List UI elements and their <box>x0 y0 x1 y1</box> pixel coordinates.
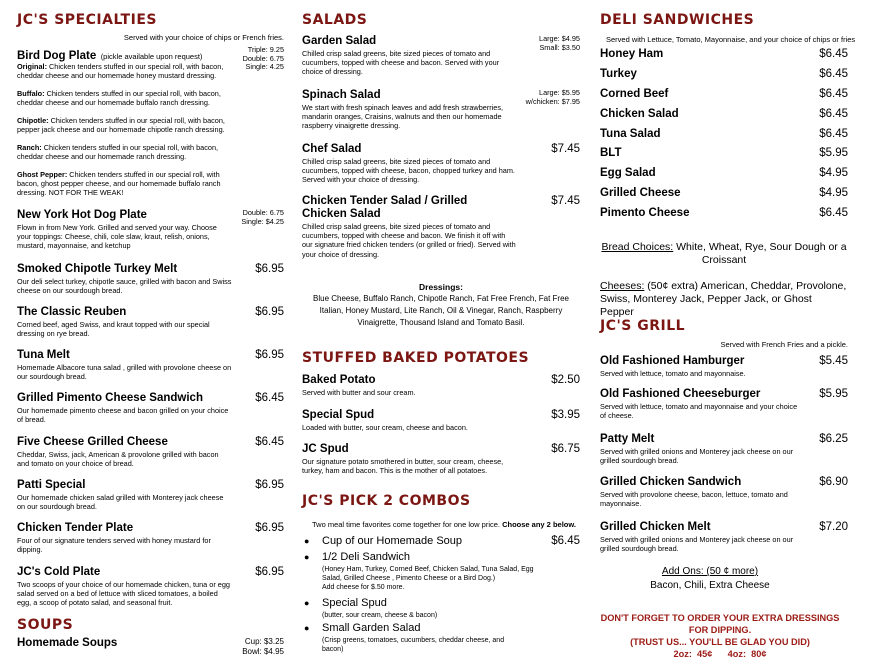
item-price: $7.45 <box>551 143 580 155</box>
grill-item: Old Fashioned Hamburger Served with lettuce, tomato and mayonnaise. $5.45 <box>600 355 848 378</box>
menu-item-salad <box>302 89 580 131</box>
bird-dog-variant: Chipotle: Chicken tenders stuffed in our special roll, with bacon, pepper jack cheese and our homemade chipotle ranch dressing. <box>17 116 225 135</box>
combo-name: Small Garden Salad <box>322 622 421 634</box>
menu-item-salad <box>302 35 580 77</box>
item-desc: Flown in from New York. Grilled and served your way. Choose your toppings: Cheese, chili, cole slaw, kraut, relish, onions, mustard, mayonnaise, and ketchup <box>17 223 217 251</box>
item-desc: Corned beef, aged Swiss, and kraut topped with our special dressing on rye bread. <box>17 320 210 339</box>
item-desc: Chilled crisp salad greens, bite sized pieces of tomato and cucumbers, topped with cheese, bacon, chopped turkey and ham. Served with your choice of dressing. <box>302 157 515 185</box>
item-name: JC's Cold Plate <box>17 566 101 578</box>
specialties-heading: JC'S SPECIALTIES <box>17 12 157 28</box>
item-name: Special Spud <box>302 409 375 421</box>
combo-option <box>322 597 552 620</box>
grill-note: Served with French Fries and a pickle. <box>720 340 848 349</box>
combo-name: 1/2 Deli Sandwich <box>322 551 411 563</box>
item-desc: Four of our signature tenders served with honey mustard for dipping. <box>17 536 211 555</box>
item-sizes: Large: $4.95 Small: $3.50 <box>539 34 580 52</box>
menu-item-soups <box>17 637 284 656</box>
item-name: Smoked Chipotle Turkey Melt <box>17 263 178 275</box>
item-name: Baked Potato <box>302 374 376 386</box>
menu-item <box>17 522 284 554</box>
menu-item <box>17 349 284 381</box>
menu-item-hot-dog <box>17 209 284 251</box>
grill-heading: JC'S GRILL <box>600 318 686 334</box>
bullet-icon: ● <box>304 598 310 608</box>
pickle-note: (pickle available upon request) <box>100 52 203 61</box>
item-name: Homemade Soups <box>17 637 118 649</box>
bird-dog-variant: Buffalo: Chicken tenders stuffed in our special roll, with bacon, cheddar cheese and our homemade buffalo ranch dressing. <box>17 89 221 108</box>
item-price: $2.50 <box>551 374 580 386</box>
menu-item <box>17 263 284 295</box>
combo-name: Special Spud <box>322 597 387 609</box>
item-name: New York Hot Dog Plate <box>17 209 147 221</box>
item-name: Chef Salad <box>302 143 362 155</box>
item-price: $6.95 <box>255 522 284 534</box>
deli-item: Pimento Cheese $6.45 <box>600 207 848 219</box>
item-name: Grilled Pimento Cheese Sandwich <box>17 392 203 404</box>
item-desc: Cheddar, Swiss, jack, American & provolone grilled with bacon and tomato on your choice of bread. <box>17 450 219 469</box>
bread-choices: Bread Choices: White, Wheat, Rye, Sour Dough or a Croissant <box>601 241 847 266</box>
item-desc: Our signature potato smothered in butter, sour cream, cheese, turkey, ham and bacon. This is the mother of all potatoes. <box>302 457 504 476</box>
salads-heading: SALADS <box>302 12 368 28</box>
item-price: $6.95 <box>255 349 284 361</box>
bird-dog-variant: Ranch: Chicken tenders stuffed in our special roll, with bacon, cheddar cheese and our homemade ranch dressing. <box>17 143 219 162</box>
item-sizes: Double: 6.75 Single: $4.25 <box>241 208 284 226</box>
item-price: $6.95 <box>255 306 284 318</box>
deli-item: Grilled Cheese $4.95 <box>600 187 848 199</box>
menu-item <box>17 479 284 511</box>
item-price: $6.95 <box>255 479 284 491</box>
item-name: Bird Dog Plate <box>17 50 97 62</box>
deli-item: Honey Ham $6.45 <box>600 48 848 60</box>
menu-item-potato <box>302 374 580 397</box>
item-name: Patti Special <box>17 479 86 491</box>
grill-item: Grilled Chicken Sandwich Served with provolone cheese, bacon, lettuce, tomato and mayonnaise. $6.90 <box>600 476 848 509</box>
combo-name: Cup of our Homemade Soup <box>322 535 463 547</box>
menu-item <box>17 436 284 468</box>
item-desc: Our deli select turkey, chipotle sauce, grilled with bacon and Swiss cheese on our sourdough bread. <box>17 277 232 296</box>
combos-heading: JC'S PICK 2 COMBOS <box>302 493 471 509</box>
menu-item-salad <box>302 195 580 259</box>
item-price: $6.95 <box>255 566 284 578</box>
soups-heading: SOUPS <box>17 617 74 633</box>
cheese-choices: Cheeses: (50¢ extra) American, Cheddar, Provolone, Swiss, Monterey Jack, Pepper Jack, or Ghost Pepper <box>600 280 847 318</box>
combo-option <box>322 551 537 592</box>
bullet-icon: ● <box>304 552 310 562</box>
item-desc: Our homemade pimento cheese and bacon grilled on your choice of bread. <box>17 406 229 425</box>
item-name: Garden Salad <box>302 35 377 47</box>
item-sizes: Cup: $3.25 Bowl: $4.95 <box>242 637 284 656</box>
menu-item <box>17 306 284 338</box>
potatoes-heading: STUFFED BAKED POTATOES <box>302 350 530 366</box>
menu-item-potato <box>302 443 580 475</box>
item-price: $7.45 <box>551 195 580 207</box>
grill-item: Grilled Chicken Melt Served with grilled onions and Monterey jack cheese on our grilled sourdough bread. $7.20 <box>600 521 848 554</box>
item-name: The Classic Reuben <box>17 306 127 318</box>
item-sizes: Triple: 9.25 Double: 6.75 Single: 4.25 <box>242 45 284 72</box>
item-name: JC Spud <box>302 443 349 455</box>
grill-item: Patty Melt Served with grilled onions and Monterey jack cheese on our grilled sourdough bread. $6.25 <box>600 433 848 466</box>
addons-label: Add Ons: (50 ¢ more) <box>661 566 759 577</box>
combo-desc: (Honey Ham, Turkey, Corned Beef, Chicken Salad, Tuna Salad, Egg Salad, Grilled Cheese , Pimento Cheese or a Bird Dog.) Add cheese for $.50 more. <box>322 566 534 591</box>
specialties-note: Served with your choice of chips or French fries. <box>123 33 284 42</box>
item-price: $3.95 <box>551 409 580 421</box>
dressing-reminder: DON'T FORGET TO ORDER YOUR EXTRA DRESSINGS FOR DIPPING. (TRUST US... YOU'LL BE GLAD YOU DID) 2oz: 45¢ 4oz: 80¢ <box>600 613 840 659</box>
deli-item: Tuna Salad $6.45 <box>600 128 848 140</box>
item-price: $6.95 <box>255 263 284 275</box>
item-desc: Homemade Albacore tuna salad , grilled with provolone cheese on our sourdough bread. <box>17 363 232 382</box>
combo-desc: (butter, sour cream, cheese & bacon) <box>322 612 438 619</box>
item-desc: Our homemade chicken salad grilled with Monterey jack cheese on our sourdough bread. <box>17 493 224 512</box>
item-desc: Chilled crisp salad greens, bite sized pieces of tomato and cucumbers, topped with cheese and bacon. We finish it off with our signature fried chicken tenders (or grilled or fried). Served with your choice of dressing. <box>302 222 516 259</box>
bird-dog-variant: Ghost Pepper: Chicken tenders stuffed in our special roll, with bacon, ghost pepper cheese, and our homemade buffalo ranch dressing. NOT FOR THE WEAK! <box>17 170 221 198</box>
deli-item: Turkey $6.45 <box>600 68 848 80</box>
deli-item: Egg Salad $4.95 <box>600 167 848 179</box>
menu-item-potato <box>302 409 580 432</box>
item-price: $6.45 <box>255 436 284 448</box>
bullet-icon: ● <box>304 623 310 633</box>
dressings-list: Blue Cheese, Buffalo Ranch, Chipotle Ranch, Fat Free French, Fat Free Italian, Honey Mustard, Lite Ranch, Oil & Vinegar, Ranch, Raspberry Vinaigrette, Thousand Island and Tomato Basil. <box>313 294 569 327</box>
bullet-icon: ● <box>304 536 310 546</box>
deli-item: Chicken Salad $6.45 <box>600 108 848 120</box>
item-desc: Two scoops of your choice of our homemade chicken, tuna or egg salad served on a bed of lettuce with sliced tomatoes, a boiled egg, a scoop of potato salad, and seasonal fruit. <box>17 580 230 608</box>
grill-item: Old Fashioned Cheeseburger Served with lettuce, tomato and mayonnaise and your choice of cheese. $5.95 <box>600 388 848 421</box>
combos-intro: Two meal time favorites come together for one low price. Choose any 2 below. <box>312 520 576 529</box>
item-desc: Loaded with butter, sour cream, cheese and bacon. <box>302 423 468 432</box>
menu-item <box>17 392 284 424</box>
item-name: Five Cheese Grilled Cheese <box>17 436 168 448</box>
item-desc: Served with butter and sour cream. <box>302 388 416 397</box>
deli-item: BLT $5.95 <box>600 147 848 159</box>
combo-option <box>322 622 522 654</box>
item-desc: Chilled crisp salad greens, bite sized pieces of tomato and cucumbers, topped with cheese and bacon. Served with your choice of dressing. <box>302 49 500 77</box>
combo-desc: (Crisp greens, tomatoes, cucumbers, cheddar cheese, and bacon) <box>322 637 505 653</box>
combos-price: $6.45 <box>551 535 580 547</box>
bird-dog-variant: Original: Chicken tenders stuffed in our special roll, with bacon, cheddar cheese and our homemade honey mustard dressing. <box>17 62 224 81</box>
combo-option <box>322 535 552 548</box>
addons-list: Bacon, Chili, Extra Cheese <box>650 580 770 591</box>
item-desc: We start with fresh spinach leaves and add fresh strawberries, mandarin oranges, Craisins, walnuts and then our homemade raspberry vinaigrette dressing. <box>302 103 504 131</box>
item-price: $6.75 <box>551 443 580 455</box>
item-name: Chicken Tender Plate <box>17 522 134 534</box>
deli-note: Served with Lettuce, Tomato, Mayonnaise, and your choice of chips or fries <box>606 35 856 44</box>
item-price: $6.45 <box>255 392 284 404</box>
menu-item-salad <box>302 143 580 185</box>
item-name: Tuna Melt <box>17 349 70 361</box>
menu-item <box>17 566 284 608</box>
dressings-label: Dressings: <box>419 282 463 292</box>
item-name: Chicken Tender Salad / Grilled Chicken Salad <box>302 195 468 220</box>
item-sizes: Large: $5.95 w/chicken: $7.95 <box>525 88 580 106</box>
deli-item: Corned Beef $6.45 <box>600 88 848 100</box>
deli-heading: DELI SANDWICHES <box>600 12 755 28</box>
item-name: Spinach Salad <box>302 89 381 101</box>
